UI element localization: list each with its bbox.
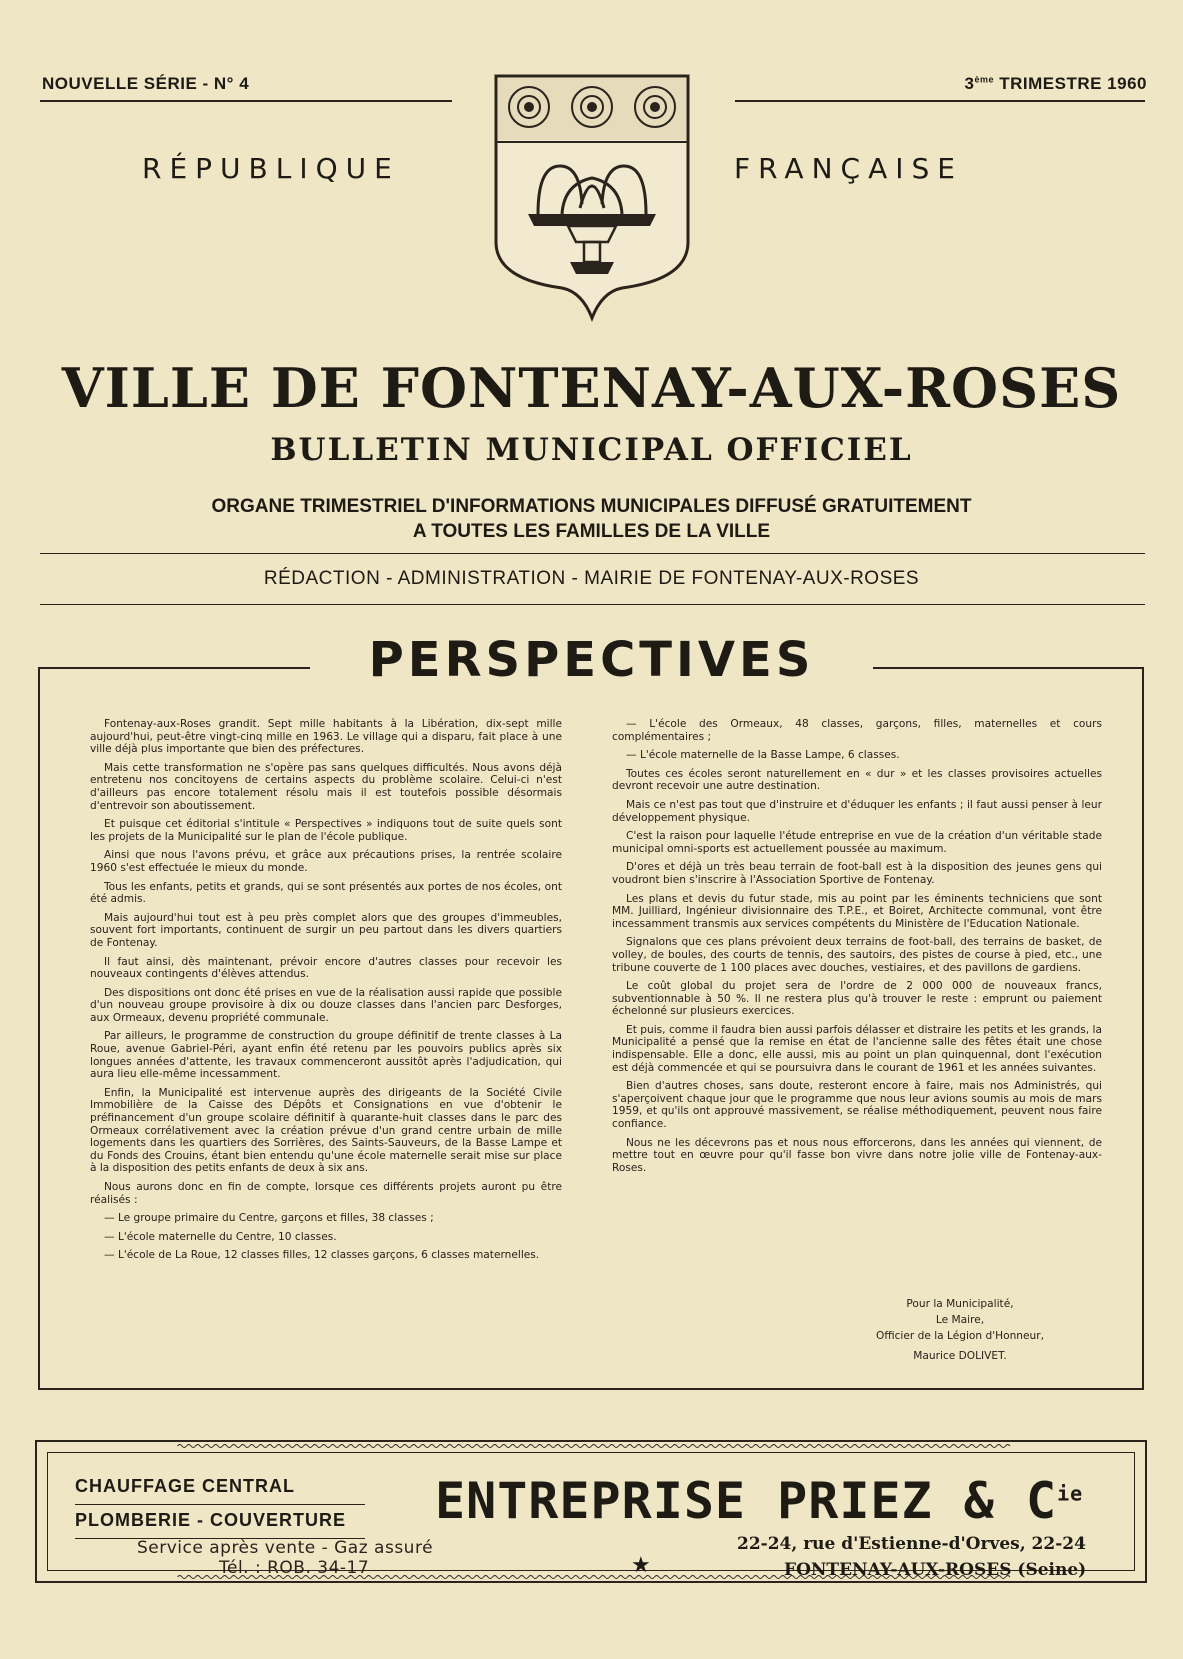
signature-line4: Maurice DOLIVET. — [913, 1350, 1007, 1362]
article-paragraph: Mais cette transformation ne s'opère pas sans quelques difficultés. Nous avons déjà entretenu nos concitoyens de certains aspects du problème scolaire. Celui-ci n'est d'ailleurs pas encore totalement résolu mais il est toutefois possible désormais d'entrevoir son aboutissement. — [90, 761, 562, 812]
francaise-word: FRANÇAISE — [734, 152, 963, 185]
coat-of-arms-icon — [492, 74, 692, 322]
ad-address-city: FONTENAY-AUX-ROSES (Seine) — [784, 1560, 1087, 1580]
ad-company-name — [435, 1472, 1083, 1530]
redaction-line: RÉDACTION - ADMINISTRATION - MAIRIE DE FONTENAY-AUX-ROSES — [263, 568, 920, 589]
ad-border-top — [37, 1443, 1149, 1449]
article-column-right — [612, 718, 1102, 1180]
signature-line3: Officier de la Légion d'Honneur, — [876, 1330, 1044, 1342]
ad-address-street: 22-24, rue d'Estienne-d'Orves, 22-24 — [737, 1534, 1086, 1554]
advertisement-box — [35, 1440, 1147, 1583]
organe-line1: ORGANE TRIMESTRIEL D'INFORMATIONS MUNICIPALES DIFFUSÉ GRATUITEMENT — [211, 496, 972, 517]
republique-word: RÉPUBLIQUE — [142, 152, 400, 185]
article-paragraph: Et puis, comme il faudra bien aussi parfois délasser et distraire les petits et les grands, la Municipalité a pensé que la remise en état de l'ancienne salle des fêtes était une chose indispensable. Elle a donc, elle aussi, mis au point un plan quinquennal, dont l'exécution est déjà commencée et qui se poursuivra dans le courant de 1961 et les années suivantes. — [612, 1023, 1102, 1074]
article-paragraph: Et puisque cet éditorial s'intitule « Perspectives » indiquons tout de suite quels sont les projets de la Municipalité sur le plan de l'école publique. — [90, 818, 562, 843]
article-paragraph: Fontenay-aux-Roses grandit. Sept mille habitants à la Libération, dix-sept mille aujourd'hui, peut-être vingt-cinq mille en 1963. Le village qui a disparu, fait place à une ville déjà plus importante que bien des préfectures. — [90, 718, 562, 756]
article-paragraph: Toutes ces écoles seront naturellement en « dur » et les classes provisoires actuelles devront recevoir une autre destination. — [612, 767, 1102, 793]
quarter-label — [965, 74, 1147, 94]
article-paragraph: Ainsi que nous l'avons prévu, et grâce aux précautions prises, la rentrée scolaire 1960 s'est effectuée le mieux du monde. — [90, 849, 562, 874]
article-paragraph: Par ailleurs, le programme de construction du groupe définitif de trente classes à La Roue, avenue Gabriel-Péri, ayant enfin été retenu par les pouvoirs publics après six longues années d'attente, les travaux commenceront aussitôt après l'adjudication, qui aura lieu elle-même incessamment. — [90, 1030, 562, 1081]
article-paragraph: Le coût global du projet sera de l'ordre de 2 000 000 de nouveaux francs, subventionnable à 50 %. Il ne restera plus qu'à trouver le reste : emprunt ou paiement échelonné sur plusieurs exercices. — [612, 980, 1102, 1018]
signature-line2: Le Maire, — [935, 1314, 985, 1326]
article-paragraph: D'ores et déjà un très beau terrain de foot-ball est à la disposition des jeunes gens qui voudront bien s'inscrire à l'Association Sportive de Fontenay. — [612, 861, 1102, 886]
header-rule-left — [40, 100, 452, 102]
quarter-sup: ème — [974, 74, 994, 85]
article-paragraph: — Le groupe primaire du Centre, garçons et filles, 38 classes ; — [104, 1212, 434, 1225]
ad-company-sup: ie — [1057, 1481, 1084, 1506]
article-paragraph: Signalons que ces plans prévoient deux terrains de foot-ball, des terrains de basket, de volley, de boules, des courts de tennis, des sautoirs, des pistes de course à pied, etc., une tribune couverte de 1 100 places avec douches, vestiaires, et des pavillons de gardiens. — [612, 936, 1102, 974]
article-paragraph: — L'école des Ormeaux, 48 classes, garçons, filles, maternelles et cours complémentaires ; — [612, 718, 1102, 743]
quarter-num: 3 — [964, 74, 975, 93]
article-column-left — [90, 718, 562, 1268]
ad-plomberie: PLOMBERIE - COUVERTURE — [75, 1510, 347, 1530]
article-heading: PERSPECTIVES — [368, 632, 815, 688]
organe-description — [0, 494, 1183, 544]
signature-block — [840, 1296, 1080, 1364]
quarter-rest: TRIMESTRE 1960 — [994, 74, 1147, 93]
bulletin-subtitle: BULLETIN MUNICIPAL OFFICIEL — [270, 432, 913, 468]
redaction-rule-top — [40, 553, 1145, 554]
article-paragraph: Mais ce n'est pas tout que d'instruire et d'éduquer les enfants ; il faut aussi penser à leur développement physique. — [612, 798, 1102, 824]
signature-line1: Pour la Municipalité, — [906, 1298, 1014, 1310]
ad-service: Service après vente - Gaz assuré — [137, 1538, 434, 1558]
article-paragraph: — L'école maternelle du Centre, 10 classes. — [104, 1230, 337, 1243]
ad-telephone: Tél. : ROB. 34-17 — [219, 1558, 370, 1578]
article-paragraph: Nous ne les décevrons pas et nous nous efforcerons, dans les années qui viennent, de mettre tout en œuvre pour qu'il fasse bon vivre dans notre jolie ville de Fontenay-aux-Roses. — [612, 1136, 1102, 1174]
article-paragraph: Bien d'autres choses, sans doute, resteront encore à faire, mais nos Administrés, qui s'aperçoivent chaque jour que le programme que nous leur avions soumis au mois de mars 1959, et qu'ils ont approuvé massivement, se réalise méthodiquement, peuvent nous faire confiance. — [612, 1080, 1102, 1131]
article-paragraph: Nous aurons donc en fin de compte, lorsque ces différents projets auront pu être réalisés : — [90, 1181, 562, 1206]
article-paragraph: Tous les enfants, petits et grands, qui se sont présentés aux portes de nos écoles, ont été admis. — [90, 880, 562, 906]
ad-divider-1 — [75, 1504, 365, 1505]
article-paragraph: — L'école de La Roue, 12 classes filles, 12 classes garçons, 6 classes maternelles. — [104, 1249, 540, 1262]
organe-line2: A TOUTES LES FAMILLES DE LA VILLE — [412, 521, 771, 542]
article-paragraph: Des dispositions ont donc été prises en vue de la réalisation aussi rapide que possible d'un nouveau groupe provisoire à dix ou douze classes dans l'ancien parc Desforges, aux Ormeaux, devenu propriété communale. — [90, 986, 562, 1024]
main-title: VILLE DE FONTENAY-AUX-ROSES — [61, 356, 1122, 420]
article-paragraph: Les plans et devis du futur stade, mis au point par les éminents techniciens que sont MM. Juilliard, Ingénieur divisionnaire des T.P.E., et Boiret, Architecte communal, vont être incessamment transmis aux services compétents du Ministère de l'Education Nationale. — [612, 892, 1102, 930]
redaction-rule-bottom — [40, 604, 1145, 605]
series-number: NOUVELLE SÉRIE - N° 4 — [42, 74, 250, 93]
article-paragraph: — L'école maternelle de la Basse Lampe, 6 classes. — [626, 749, 900, 762]
article-paragraph: Enfin, la Municipalité est intervenue auprès des dirigeants de la Société Civile Immobilière de la Caisse des Dépôts et Consignations en vue d'obtenir le préfinancement d'un groupe scolaire définitif à quarante-huit classes dans le parc des Ormeaux corrélativement avec la création prévue d'un grand centre urbain de mille logements dans les quartiers des Sorrières, des Saints-Sauveurs, de la Basse Lampe et du Fonds des Crouins, étant bien entendu qu'une école maternelle serait mise sur place à la disposition des petits enfants de deux à six ans. — [90, 1086, 562, 1175]
ad-chauffage: CHAUFFAGE CENTRAL — [75, 1476, 295, 1496]
header-rule-right — [735, 100, 1145, 102]
ad-company-text: ENTREPRISE PRIEZ & C — [435, 1472, 1058, 1530]
article-paragraph: Il faut ainsi, dès maintenant, prévoir encore d'autres classes pour recevoir les nouveaux contingents d'élèves attendus. — [90, 955, 562, 981]
star-icon: ★ — [631, 1552, 651, 1577]
article-paragraph: C'est la raison pour laquelle l'étude entreprise en vue de la création d'un véritable stade municipal omni-sports est actuellement poussée au maximum. — [612, 830, 1102, 855]
article-paragraph: Mais aujourd'hui tout est à peu près complet alors que des groupes d'immeubles, souvent fort importants, continuent de surgir un peu partout dans les divers quartiers de Fontenay. — [90, 911, 562, 949]
